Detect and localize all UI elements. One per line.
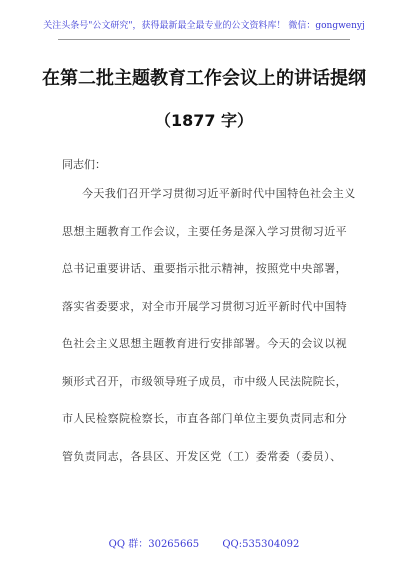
footer-contact	[0, 535, 408, 550]
body-text	[62, 185, 356, 485]
body-line: 今天我们召开学习贯彻习近平新时代中国特色社会主义	[82, 187, 356, 200]
header-divider	[58, 39, 350, 40]
salutation: 同志们：	[62, 158, 106, 171]
body-line: 频形式召开，市级领导班子成员，市中级人民法院院长，	[62, 374, 347, 388]
body-line: 总书记重要讲话、重要指示批示精神，按照党中央部署，	[62, 262, 347, 275]
document-word-count: （1877 字）	[154, 111, 254, 130]
footer-qq-group: QQ 群：30265665	[108, 539, 200, 550]
body-line: 市人民检察院检察长，市直各部门单位主要负责同志和分	[62, 412, 347, 425]
header-note: 关注头条号"公文研究"，获得最新最全最专业的公文资料库！ 微信：gongwenyj	[43, 21, 365, 31]
document-title: 在第二批主题教育工作会议上的讲话提纲	[42, 68, 366, 89]
body-line: 色社会主义思想主题教育进行安排部署。今天的会议以视	[62, 337, 347, 350]
body-line: 落实省委要求，对全市开展学习贯彻习近平新时代中国特	[62, 299, 347, 313]
body-line: 思想主题教育工作会议，主要任务是深入学习贯彻习近平	[62, 224, 347, 238]
body-line: 管负责同志，各县区、开发区党（工）委常委（委员）、	[62, 449, 342, 463]
footer-qq: QQ:535304092	[222, 539, 300, 550]
